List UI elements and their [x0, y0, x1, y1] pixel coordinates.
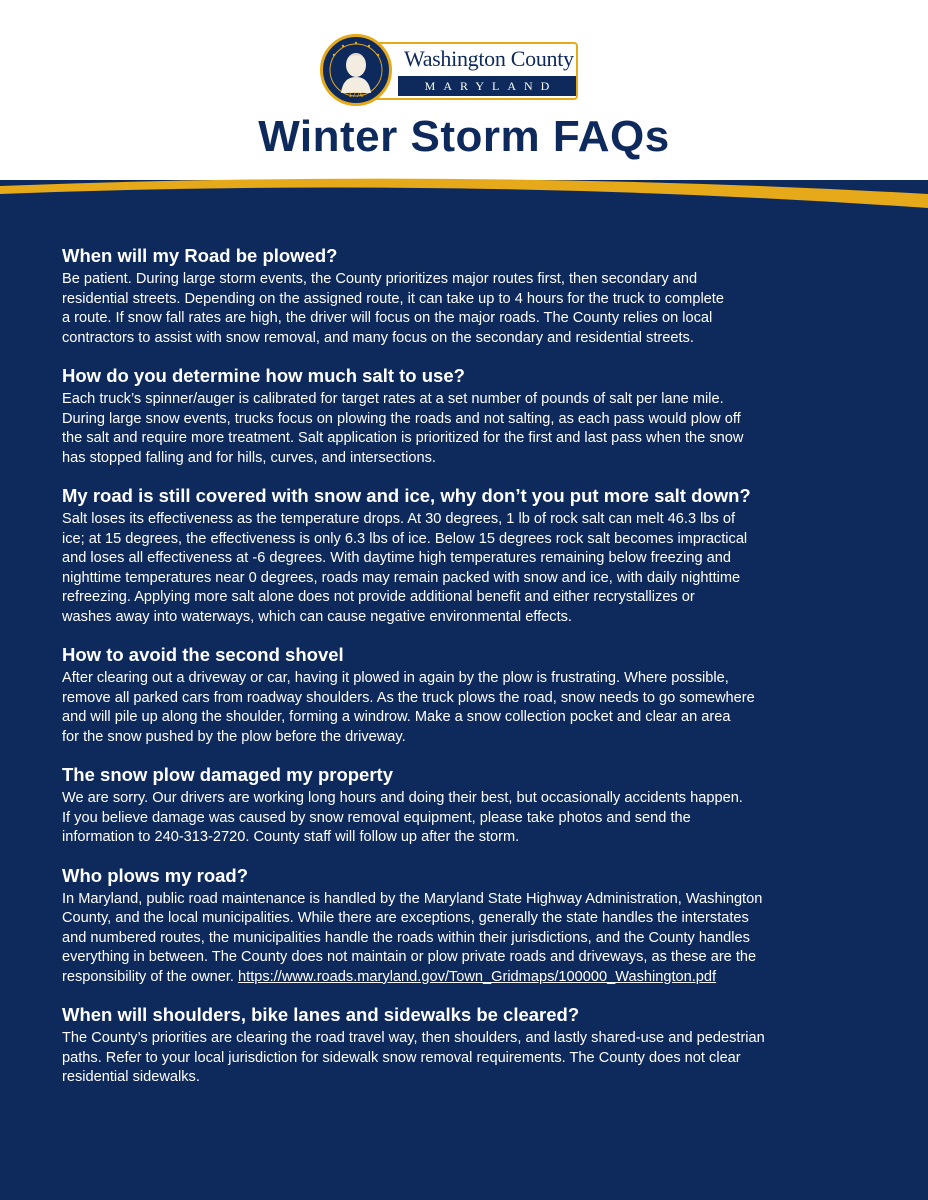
faq-answer-text: In Maryland, public road maintenance is handled by the Maryland State Highway Administration, Washington County, and the local municipalities. While there are exceptions, generally the state handles the interstates and numbered routes, the municipalities handle the roads within their jurisdictions, and the County handles everything in between. The County does not maintain or plow private roads and driveways, as these are the responsibility of the owner. — [62, 890, 763, 985]
faq-item-who-plows — [62, 864, 890, 988]
faq-item-second-shovel — [62, 643, 890, 747]
faq-answer — [62, 890, 890, 988]
faq-question: When will my Road be plowed? — [62, 245, 338, 266]
faq-question: How do you determine how much salt to use? — [62, 365, 465, 386]
road-gridmap-link[interactable]: https://www.roads.maryland.gov/Town_Gridmaps/100000_Washington.pdf — [238, 968, 717, 985]
faq-question: Who plows my road? — [62, 864, 249, 886]
faq-question: When will shoulders, bike lanes and sidewalks be cleared? — [62, 1004, 580, 1025]
faq-item-sidewalks — [62, 1003, 890, 1088]
logo-state-name: MARYLAND — [398, 76, 576, 96]
faq-answer: Each truck’s spinner/auger is calibrated for target rates at a set number of pounds of salt per lane mile. During large snow events, trucks focus on plowing the roads and not salting, as each pass would plow off the salt and require more treatment. Salt application is prioritized for the first and last pass when the snow has stopped falling and for hills, curves, and intersections. — [62, 391, 744, 466]
logo-banner — [366, 42, 578, 100]
faq-answer: After clearing out a driveway or car, having it plowed in again by the plow is frustrating. Where possible, remove all parked cars from roadway shoulders. As the truck plows the road, snow needs to go somewhere and will pile up along the shoulder, forming a windrow. Make a snow collection pocket and clear an area for the snow pushed by the plow before the driveway. — [62, 670, 755, 745]
county-logo — [320, 34, 578, 106]
faq-item-more-salt — [62, 484, 890, 627]
faq-question: The snow plow damaged my property — [62, 764, 393, 785]
faq-answer: Be patient. During large storm events, the County prioritizes major routes first, then secondary and residential streets. Depending on the assigned route, it can take up to 4 hours for the truck to complete a route. If snow fall rates are high, the driver will focus on the major roads. The County relies on local contractors to assist with snow removal, and many focus on the secondary and residential streets. — [62, 271, 724, 346]
faq-question: My road is still covered with snow and ice, why don’t you put more salt down? — [62, 485, 751, 506]
page-title: Winter Storm FAQs — [258, 112, 670, 161]
faq-item-road-plowed — [62, 244, 890, 348]
faq-list — [62, 244, 890, 1104]
faq-answer: We are sorry. Our drivers are working long hours and doing their best, but occasionally accidents happen. If you believe damage was caused by snow removal equipment, please take photos and send the information to 240-313-2720. County staff will follow up after the storm. — [62, 790, 743, 845]
faq-item-property-damage — [62, 763, 890, 848]
faq-question: How to avoid the second shovel — [62, 644, 344, 665]
header-swoosh — [0, 168, 928, 248]
county-seal-icon — [320, 34, 392, 106]
logo-county-name: Washington County — [404, 46, 574, 71]
faq-answer: Salt loses its effectiveness as the temperature drops. At 30 degrees, 1 lb of rock salt can melt 46.3 lbs of ice; at 15 degrees, the effectiveness is only 6.3 lbs of ice. Below 15 degrees rock salt becomes impractical and loses all effectiveness at -6 degrees. With daytime high temperatures remaining below freezing and nighttime temperatures near 0 degrees, roads may remain packed with snow and ice, with daily nighttime refreezing. Applying more salt alone does not provide additional benefit and either recrystallizes or washes away into waterways, which can cause negative environmental effects. — [62, 511, 748, 625]
faq-item-salt-amount — [62, 364, 890, 468]
faq-answer: The County’s priorities are clearing the road travel way, then shoulders, and lastly shared-use and pedestrian paths. Refer to your local jurisdiction for sidewalk snow removal requirements. The County does not clear residential sidewalks. — [62, 1030, 765, 1085]
logo-seal-year: 1776 — [348, 92, 364, 99]
